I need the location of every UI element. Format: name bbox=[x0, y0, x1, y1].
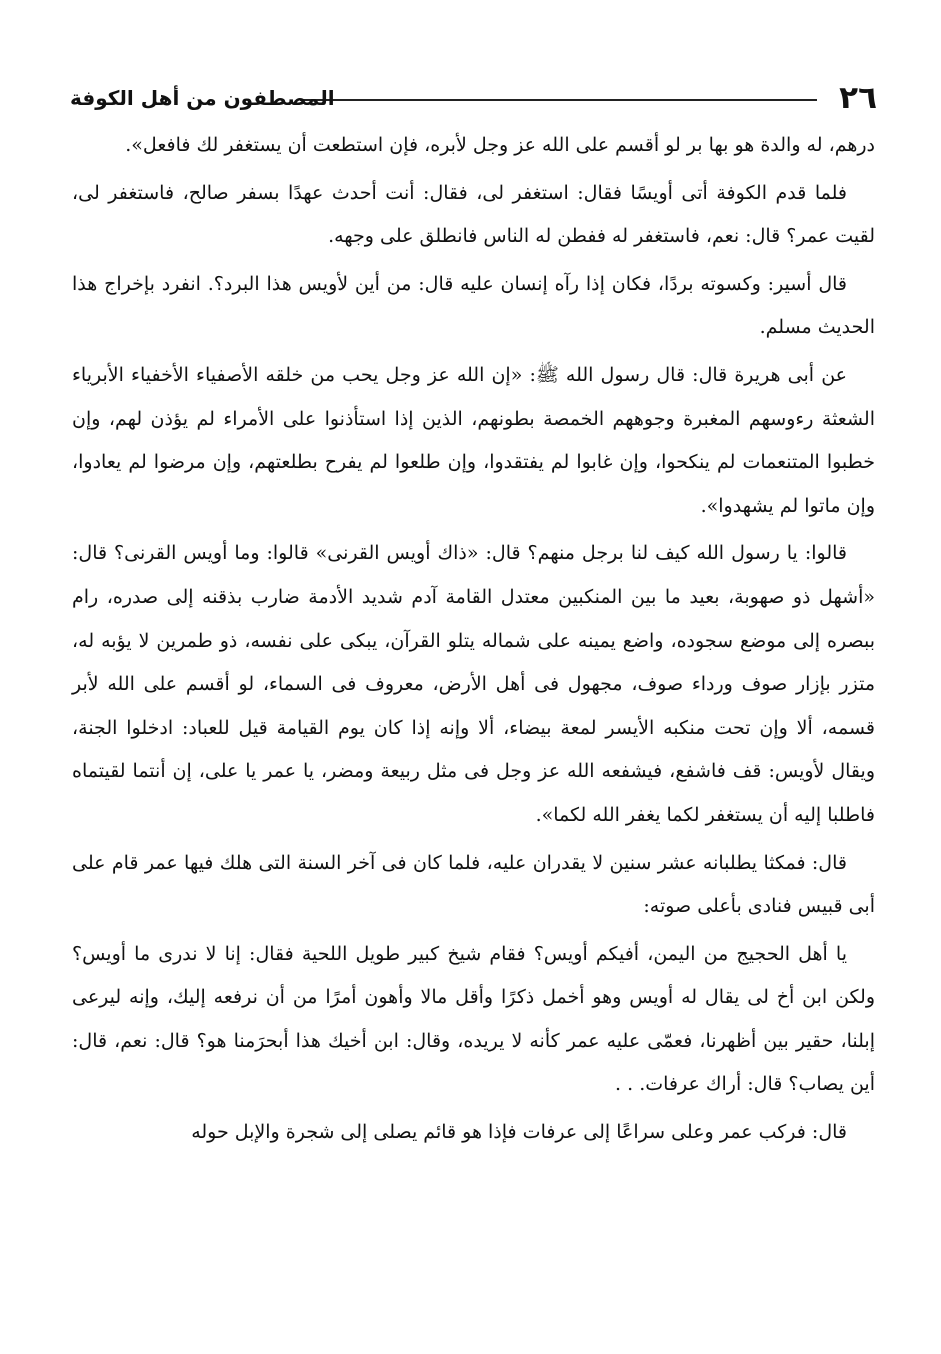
header-rule bbox=[300, 99, 817, 101]
paragraph-1: درهم، له والدة هو بها بر لو أقسم على الله عز وجل لأبره، فإن استطعت أن يستغفر لك فافعل». bbox=[125, 134, 875, 156]
page-header bbox=[70, 80, 877, 116]
running-title: المصطفون من أهل الكوفة bbox=[70, 86, 335, 110]
paragraph-8: قال: فركب عمر وعلى سراعًا إلى عرفات فإذا هو قائم يصلى إلى شجرة والإبل حوله bbox=[191, 1121, 847, 1144]
paragraph-2: فلما قدم الكوفة أتى أويسًا فقال: استغفر لى، فقال: أنت أحدث عهدًا بسفر صالح، فاستغفر لى، لقيت عمر؟ قال: نعم، فاستغفر له ففطن له الناس فانطلق على وجهه. bbox=[72, 181, 875, 248]
paragraph-6: قال: فمكثا يطلبانه عشر سنين لا يقدران عليه، فلما كان فى آخر السنة التى هلك فيها عمر قام على أبى قبيس فنادى بأعلى صوته: bbox=[72, 851, 875, 918]
paragraph-4: عن أبى هريرة قال: قال رسول الله ﷺ: «إن الله عز وجل يحب من خلقه الأصفياء الأخفياء الأبرياء الشعثة رءوسهم المغبرة وجوههم الخمصة بطونهم، الذين إذا استأذنوا على الأمراء لم يؤذن لهم، وإن خطبوا المتنعمات لم ينكحوا، وإن غابوا لم يفتقدوا، وإن طلعوا لم يفرح بطلعتهم، وإن مرضوا لم يعادوا، وإن ماتوا لم يشهدوا». bbox=[72, 363, 875, 517]
paragraph-3: قال أسير: وكسوته بردًا، فكان إذا رآه إنسان عليه قال: من أين لأويس هذا البرد؟. انفرد بإخراج هذا الحديث مسلم. bbox=[72, 272, 875, 339]
body-text bbox=[72, 124, 875, 1159]
paragraph-7: يا أهل الحجيج من اليمن، أفيكم أويس؟ فقام شيخ كبير طويل اللحية فقال: إنا لا ندرى ما أويس؟ ولكن ابن أخ لى يقال له أويس وهو أخمل ذكرًا وأقل مالا وأهون أمرًا من أن نرفعه إليك، وإنه ليرعى إبلنا، حقير بين أظهرنا، فعمّى عليه عمر كأنه لا يريده، وقال: ابن أخيك هذا أبحرَمنا هو؟ قال: نعم، قال: أين يصاب؟ قال: أراك عرفات. . . bbox=[72, 942, 875, 1096]
page-number: ٢٦ bbox=[839, 80, 877, 116]
paragraph-5: قالوا: يا رسول الله كيف لنا برجل منهم؟ قال: «ذاك أويس القرنى» قالوا: وما أويس القرنى؟ قال: «أشهل ذو صهوبة، بعيد ما بين المنكبين معتدل القامة آدم شديد الأدمة ضارب بذقنه إلى صدره، رام ببصره إلى موضع سجوده، واضع يمينه على شماله يتلو القرآن، يبكى على نفسه، ذو طمرين لا يؤبه له، متزر بإزار صوف ورداء صوف، مجهول فى أهل الأرض، معروف فى السماء، لو أقسم على الله لأبر قسمه، ألا وإن تحت منكبه الأيسر لمعة بيضاء، ألا وإنه إذا كان يوم القيامة قيل للعباد: ادخلوا الجنة، ويقال لأويس: قف فاشفع، فيشفعه الله عز وجل فى مثل ربيعة ومضر، يا عمر يا على، إن أنتما لقيتماه فاطلبا إليه أن يستغفر لكما يغفر الله لكما». bbox=[72, 542, 875, 826]
